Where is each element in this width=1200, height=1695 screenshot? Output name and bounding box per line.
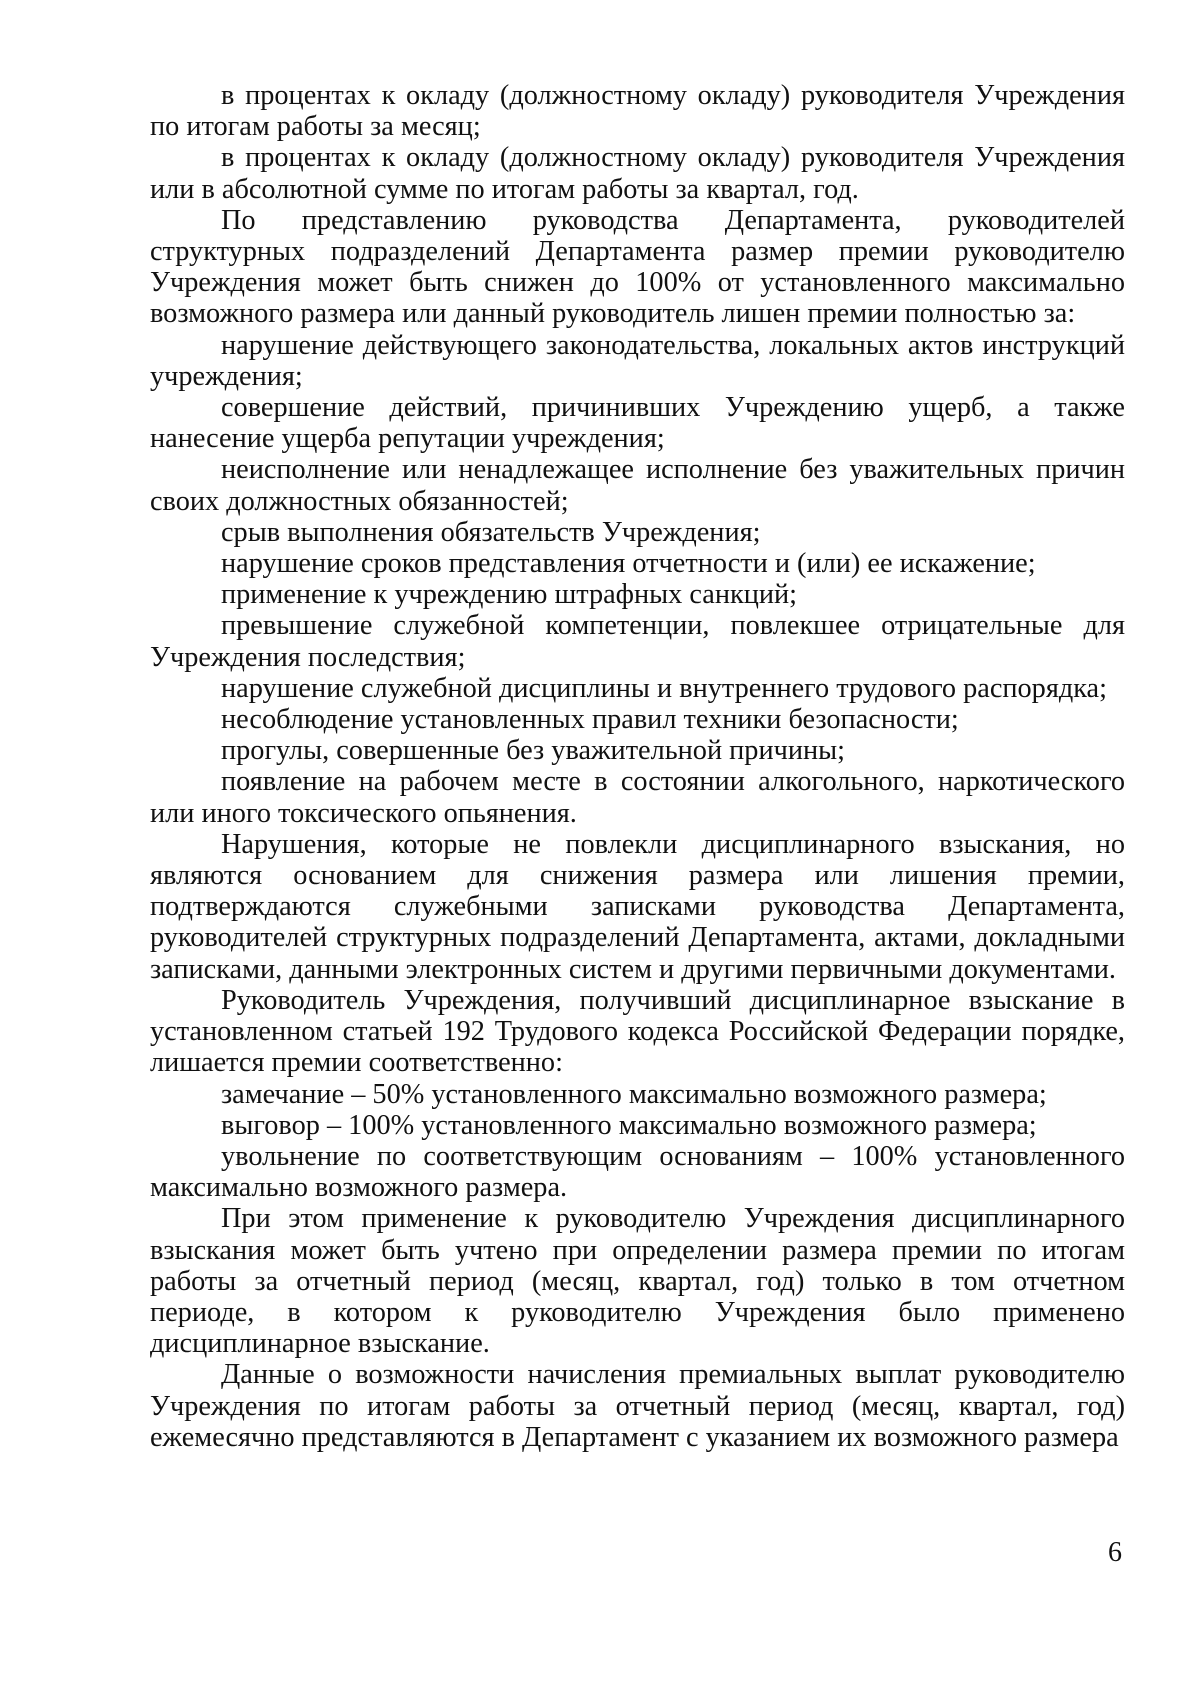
list-item: срыв выполнения обязательств Учреждения; xyxy=(221,516,761,548)
list-item: нарушение сроков представления отчетности и (или) ее искажение; xyxy=(221,548,1036,580)
list-item: появление на рабочем месте в состоянии алкогольного, наркотического или иного токсического опьянения. xyxy=(150,766,1125,829)
list-item: прогулы, совершенные без уважительной причины; xyxy=(221,735,845,767)
list-item: замечание – 50% установленного максимально возможного размера; xyxy=(221,1078,1047,1110)
paragraph: Нарушения, которые не повлекли дисциплинарного взыскания, но являются основанием для снижения размера или лишения премии, подтверждаются служебными записками руководства Департамента, руководителей структурных подразделений Департамента, актами, докладными записками, данными электронных систем и другими первичными документами. xyxy=(150,828,1125,985)
paragraph: Данные о возможности начисления премиальных выплат руководителю Учреждения по итогам работы за отчетный период (месяц, квартал, год) ежемесячно представляются в Департамент с указанием их возможного размера xyxy=(150,1359,1125,1453)
list-item: нарушение служебной дисциплины и внутреннего трудового распорядка; xyxy=(221,672,1107,704)
paragraph: При этом применение к руководителю Учреждения дисциплинарного взыскания может быть учтено при определении размера премии по итогам работы за отчетный период (месяц, квартал, год) только в том отчетном периоде, в котором к руководителю Учреждения было применено дисциплинарное взыскание. xyxy=(150,1203,1125,1360)
list-item: превышение служебной компетенции, повлекшее отрицательные для Учреждения последствия; xyxy=(150,610,1125,673)
paragraph: По представлению руководства Департамента, руководителей структурных подразделений Департамента размер премии руководителю Учреждения может быть снижен до 100% от установленного максимально возможного размера или данный руководитель лишен премии полностью за: xyxy=(150,204,1125,330)
page-number: 6 xyxy=(1108,1537,1122,1568)
paragraph: в процентах к окладу (должностному окладу) руководителя Учреждения по итогам работы за месяц; xyxy=(150,80,1125,143)
list-item: совершение действий, причинивших Учреждению ущерб, а также нанесение ущерба репутации учреждения; xyxy=(150,392,1125,455)
paragraph: Руководитель Учреждения, получивший дисциплинарное взыскание в установленном статьей 192 Трудового кодекса Российской Федерации порядке, лишается премии соответственно: xyxy=(150,984,1125,1079)
paragraph: в процентах к окладу (должностному окладу) руководителя Учреждения или в абсолютной сумме по итогам работы за квартал, год. xyxy=(150,142,1125,205)
document-body xyxy=(150,80,1125,1453)
list-item: увольнение по соответствующим основаниям – 100% установленного максимально возможного размера. xyxy=(150,1140,1125,1204)
list-item: выговор – 100% установленного максимально возможного размера; xyxy=(221,1109,1037,1141)
list-item: нарушение действующего законодательства, локальных актов инструкций учреждения; xyxy=(150,329,1125,392)
list-item: применение к учреждению штрафных санкций; xyxy=(221,579,798,611)
list-item: неисполнение или ненадлежащее исполнение без уважительных причин своих должностных обязанностей; xyxy=(150,454,1125,517)
list-item: несоблюдение установленных правил техники безопасности; xyxy=(221,704,959,736)
